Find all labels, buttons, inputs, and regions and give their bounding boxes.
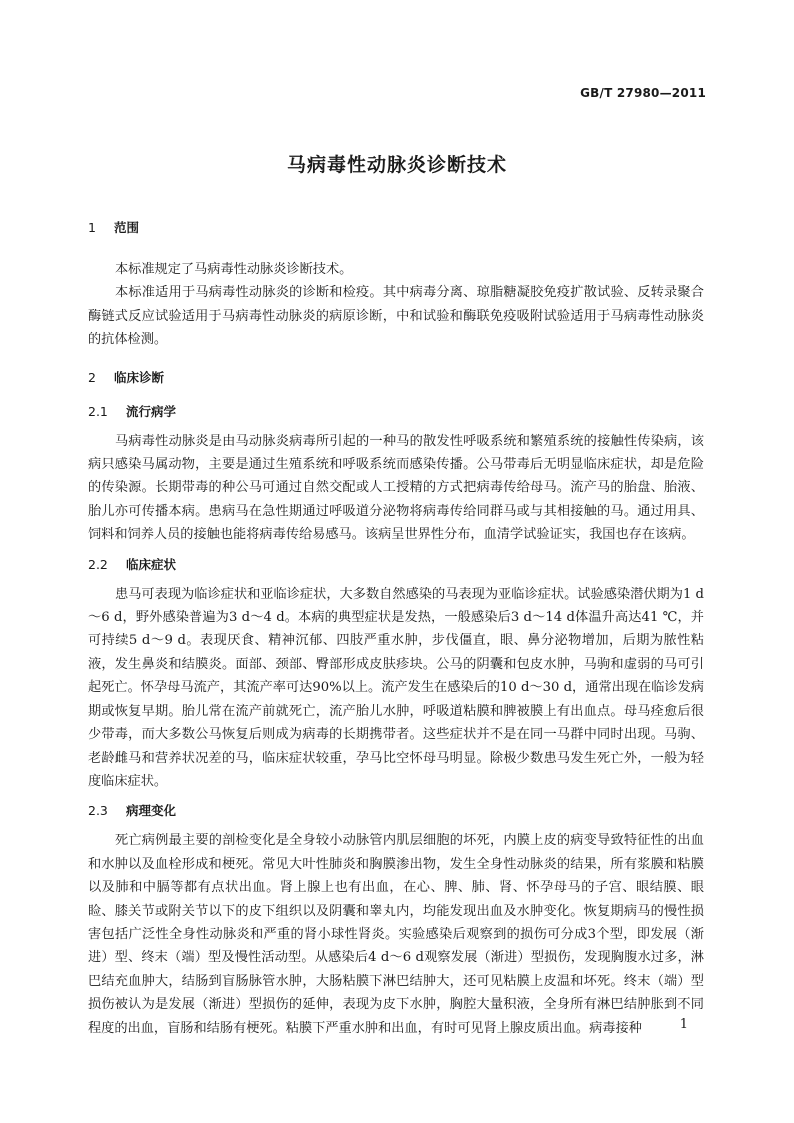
document-body	[88, 218, 704, 1040]
paragraph: 本标准适用于马病毒性动脉炎的诊断和检疫。其中病毒分离、琼脂糖凝胶免疫扩散试验、反转录聚合酶链式反应试验适用于马病毒性动脉炎的病原诊断，中和试验和酶联免疫吸附试验适用于马病毒性动脉炎的抗体检测。	[88, 285, 704, 348]
paragraph: 马病毒性动脉炎是由马动脉炎病毒所引起的一种马的散发性呼吸系统和繁殖系统的接触性传染病，该病只感染马属动物，主要是通过生殖系统和呼吸系统而感染传播。公马带毒后无明显临床症状，却是危险的传染源。长期带毒的种公马可通过自然交配或人工授精的方式把病毒传给母马。流产马的胎盘、胎液、胎儿亦可传播本病。患病马在急性期通过呼吸道分泌物将病毒传给同群马或与其相接触的马。通过用具、饲料和饲养人员的接触也能将病毒传给易感马。该病呈世界性分布，血清学试验证实，我国也存在该病。	[88, 433, 704, 543]
paragraph: 患马可表现为临诊症状和亚临诊症状，大多数自然感染的马表现为亚临诊症状。试验感染潜伏期为1 d～6 d，野外感染普遍为3 d～4 d。本病的典型症状是发热，一般感染后3 d～14 d体温升高达41 ℃，并可持续5 d～9 d。表现厌食、精神沉郁、四肢严重水肿，步伐僵直，眼、鼻分泌物增加，后期为脓性粘液，发生鼻炎和结膜炎。面部、颈部、臀部形成皮肤疹块。公马的阴囊和包皮水肿，马驹和虚弱的马可引起死亡。怀孕母马流产，其流产率可达90%以上。流产发生在感染后的10 d～30 d，通常出现在临诊发病期或恢复早期。胎儿常在流产前就死亡，流产胎儿水肿，呼吸道粘膜和脾被膜上有出血点。母马痊愈后很少带毒，而大多数公马恢复后则成为病毒的长期携带者。这些症状并不是在同一马群中同时出现。马驹、老龄雌马和营养状况差的马，临床症状较重，孕马比空怀母马明显。除极少数患马发生死亡外，一般为轻度临床症状。	[88, 586, 704, 789]
section-title: 范围	[114, 220, 140, 235]
paragraph: 死亡病例最主要的剖检变化是全身较小动脉管内肌层细胞的坏死，内膜上皮的病变导致特征性的出血和水肿以及血栓形成和梗死。常见大叶性肺炎和胸膜渗出物，发生全身性动脉炎的结果，所有浆膜和粘膜以及肺和中膈等都有点状出血。肾上腺上也有出血，在心、脾、肺、肾、怀孕母马的子宫、眼结膜、眼睑、膝关节或附关节以下的皮下组织以及阴囊和睾丸内，均能发现出血及水肿变化。恢复期病马的慢性损害包括广泛性全身性动脉炎和严重的肾小球性肾炎。实验感染后观察到的损伤可分成3个型，即发展（渐进）型、终末（端）型及慢性活动型。从感染后4 d～6 d观察发展（渐进）型损伤，发现胸腹水过多，淋巴结充血肿大，结肠到盲肠脉管水肿，大肠粘膜下淋巴结肿大，还可见粘膜上皮温和坏死。终末（端）型损伤被认为是发展（渐进）型损伤的延伸，表现为皮下水肿，胸腔大量积液，全身所有淋巴结肿胀到不同程度的出血，盲肠和结肠有梗死。粘膜下严重水肿和出血，有时可见肾上腺皮质出血。病毒接种	[88, 833, 704, 1036]
subsection-number: 2.2	[88, 556, 108, 572]
subsection-number: 2.3	[88, 803, 108, 819]
paragraph: 本标准规定了马病毒性动脉炎诊断技术。	[115, 262, 353, 277]
section-heading-scope	[88, 218, 704, 238]
subsection-title: 临床症状	[126, 556, 177, 572]
section-title: 临床诊断	[114, 369, 165, 385]
subsection-title: 流行病学	[126, 403, 177, 419]
document-title: 马病毒性动脉炎诊断技术	[286, 154, 507, 176]
subsection-title: 病理变化	[126, 803, 177, 819]
section-heading-clinical-diagnosis	[88, 368, 704, 388]
section-number: 1	[88, 220, 96, 235]
standard-code: GB/T 27980—2011	[580, 86, 706, 100]
subsection-number: 2.1	[88, 403, 108, 419]
section-number: 2	[88, 369, 96, 385]
page-number: 1	[679, 1017, 688, 1032]
subsection-heading-clinical-symptoms	[88, 555, 704, 575]
subsection-heading-pathology	[88, 801, 704, 821]
subsection-heading-epidemiology	[88, 402, 704, 422]
